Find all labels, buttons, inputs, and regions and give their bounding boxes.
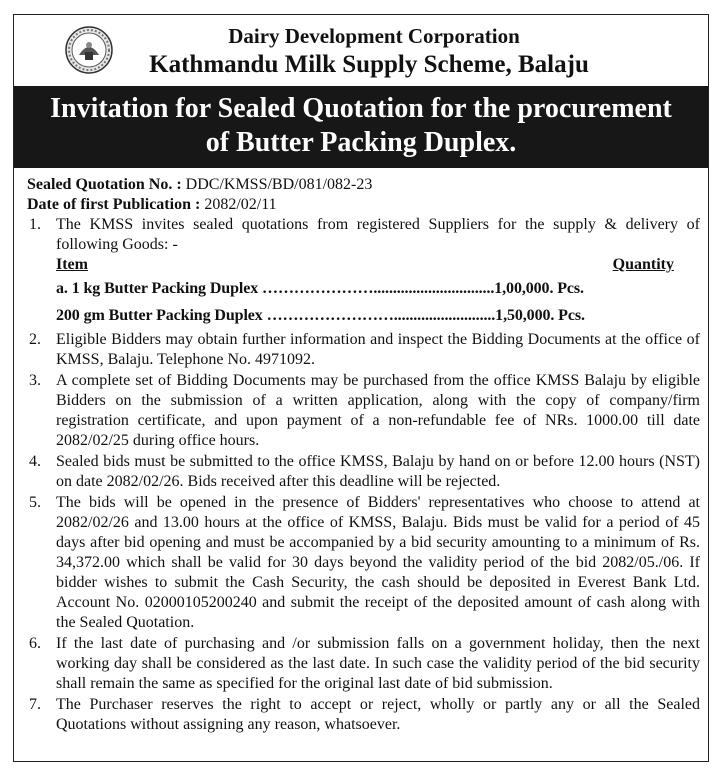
publication-date-value: 2082/02/11 [200,196,277,213]
list-item [24,493,700,633]
item-text: Sealed bids must be submitted to the office KMSS, Balaju by hand on or before 12.00 hours (NST) on date 2082/02/26. Bids received after this deadline will be rejected. [56,453,700,490]
dairy-seal-icon [64,25,114,75]
list-item [24,634,700,694]
scheme-name: Kathmandu Milk Supply Scheme, Balaju [149,51,589,78]
goods-row: 200 gm Butter Packing Duplex ……………………..........................1,50,000. Pcs. [56,307,585,324]
list-item [24,452,700,492]
title-line-1: Invitation for Sealed Quotation for the procurement [50,93,672,124]
item-column-header: Item [56,256,88,273]
quotation-number-value: DDC/KMSS/BD/081/082-23 [181,176,373,193]
item-text: A complete set of Bidding Documents may be purchased from the office KMSS Balaju by eligible Bidders on the submission of a written application, along with the copy of company/firm registration certificate, and upon payment of a non-refundable fee of NRs. 1000.00 till date 2082/02/25 during office hours. [56,372,700,449]
list-item [24,215,700,329]
item-number: 3. [29,372,41,389]
goods-row: a. 1 kg Butter Packing Duplex …………………...............................1,00,000. Pcs. [56,280,584,297]
notice-title-banner [14,86,708,168]
quotation-meta [27,175,372,215]
list-item [24,371,700,451]
item-text: The Purchaser reserves the right to accept or reject, wholly or partly any or all the Sealed Quotations without assigning any reason, whatsoever. [56,696,700,733]
title-line-2: of Butter Packing Duplex. [205,127,517,158]
publication-date-label: Date of first Publication : [27,196,201,213]
item-number: 5. [29,494,41,511]
item-number: 4. [29,453,41,470]
goods-table-header [56,255,700,275]
list-item [24,330,700,370]
list-item [24,695,700,735]
organization-name: Dairy Development Corporation [228,24,520,48]
tender-notice [13,14,709,762]
notice-header [14,15,708,85]
item-number: 6. [29,635,41,652]
item-text: The bids will be opened in the presence of Bidders' representatives who choose to attend at 2082/02/26 and 13.00 hours at the office of KMSS, Balaju. Bids must be valid for a period of 45 days after bid opening and must be accompanied by a bid security amounting to a minimum of Rs. 34,372.00 which shall be valid for 30 days beyond the validity period of the bid 2082/05./06. If bidder wishes to submit the Cash Security, the cash should be deposited in Everest Bank Ltd. Account No. 02000105200240 and submit the receipt of the deposited amount of cash along with the Sealed Quotation. [56,494,700,631]
item-text: If the last date of purchasing and /or submission falls on a government holiday, then the next working day shall be considered as the last date. In such case the validity period of the bid security shall remain the same as specified for the original last date of bid submission. [56,635,700,692]
item-number: 2. [29,331,41,348]
item-number: 1. [29,216,41,233]
item-number: 7. [29,696,41,713]
quantity-column-header: Quantity [612,256,674,273]
quotation-number-row [27,175,372,195]
conditions-list [24,215,700,736]
quotation-number-label: Sealed Quotation No. : [27,176,182,193]
publication-date-row [27,195,372,215]
item-text: Eligible Bidders may obtain further information and inspect the Bidding Documents at the office of KMSS, Balaju. Telephone No. 4971092. [56,331,700,368]
item-text: The KMSS invites sealed quotations from registered Suppliers for the supply & delivery of following Goods: - [56,216,700,253]
